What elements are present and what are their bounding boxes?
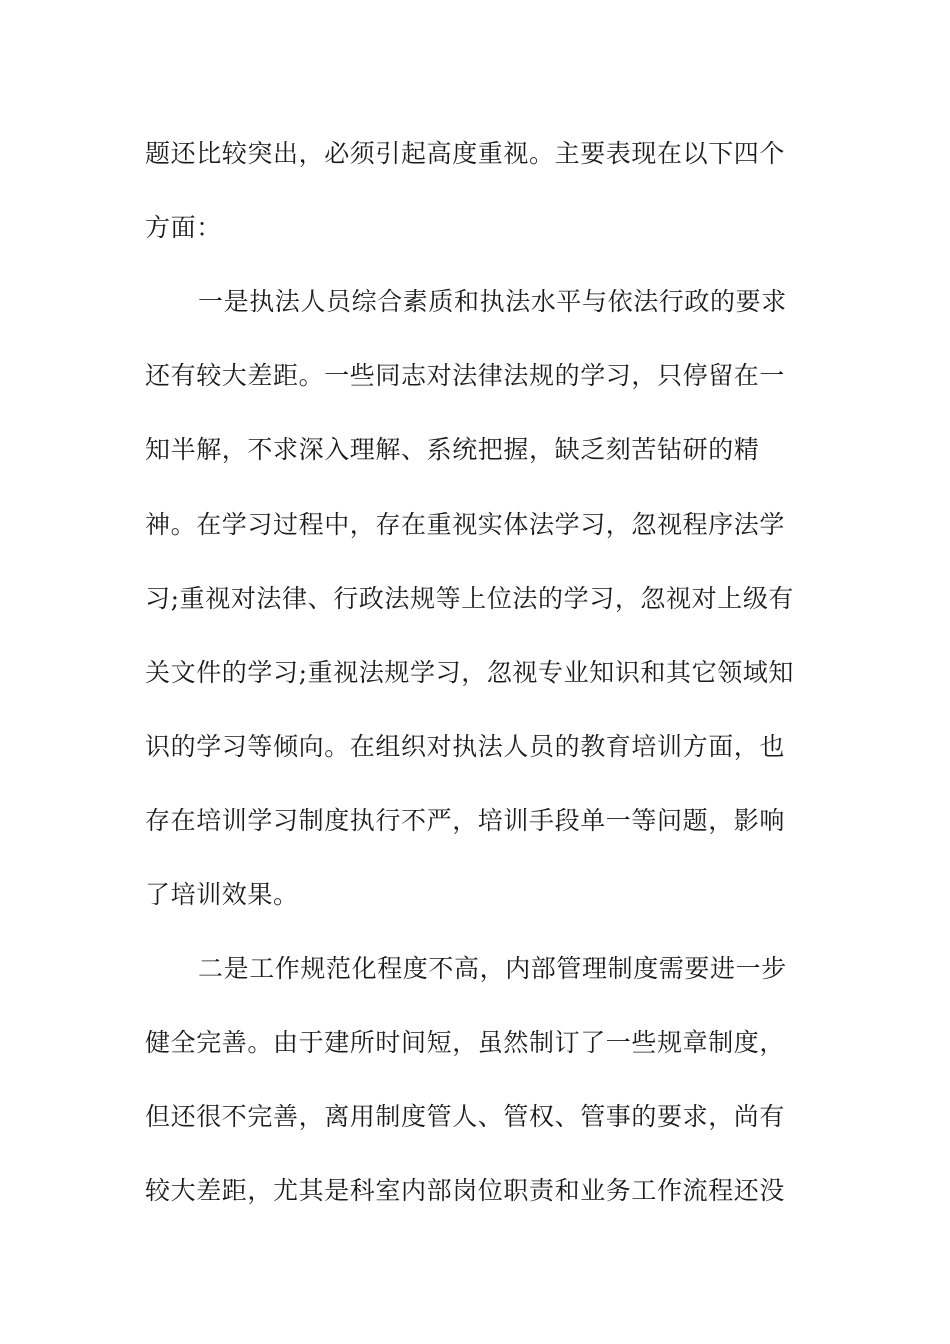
text-line: 但还很不完善，离用制度管人、管权、管事的要求，尚有: [145, 1102, 786, 1131]
text-line: 存在培训学习制度执行不严，培训手段单一等问题，影响: [145, 806, 786, 835]
text-line: 习;重视对法律、行政法规等上位法的学习，忽视对上级有: [145, 584, 795, 613]
paragraph-first-line: 一是执法人员综合素质和执法水平与依法行政的要求: [198, 287, 787, 316]
text-line: 识的学习等倾向。在组织对执法人员的教育培训方面，也: [145, 732, 786, 761]
text-line: 知半解，不求深入理解、系统把握，缺乏刻苦钻研的精: [145, 435, 760, 464]
text-line: 了培训效果。: [145, 880, 299, 909]
text-line: 还有较大差距。一些同志对法律法规的学习，只停留在一: [145, 361, 786, 390]
text-line: 关文件的学习;重视法规学习，忽视专业知识和其它领域知: [145, 658, 795, 687]
text-line: 方面：: [145, 213, 222, 242]
text-line: 健全完善。由于建所时间短，虽然制订了一些规章制度，: [145, 1028, 786, 1057]
text-line: 较大差距，尤其是科室内部岗位职责和业务工作流程还没: [145, 1176, 786, 1205]
paragraph-first-line: 二是工作规范化程度不高，内部管理制度需要进一步: [198, 954, 787, 983]
text-line: 神。在学习过程中，存在重视实体法学习，忽视程序法学: [145, 510, 786, 539]
text-line: 题还比较突出，必须引起高度重视。主要表现在以下四个: [145, 139, 786, 168]
